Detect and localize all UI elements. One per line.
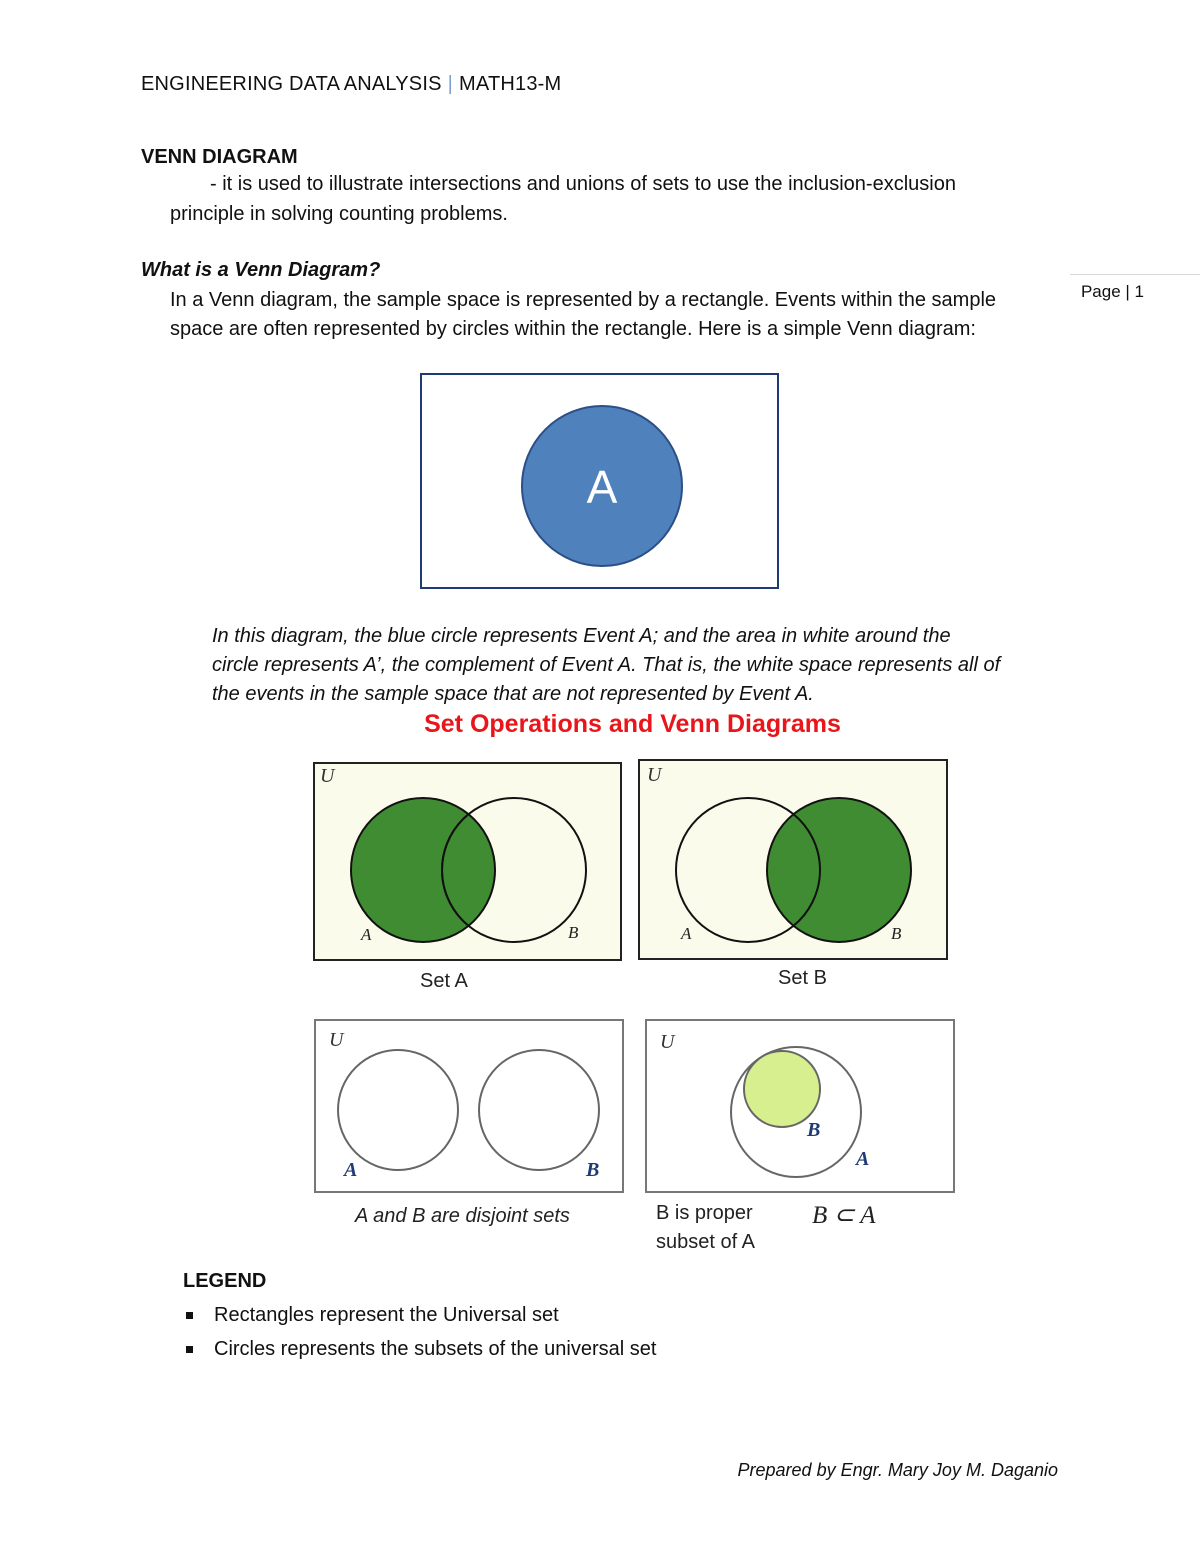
set-a-diagram — [313, 762, 623, 963]
bullet-icon — [186, 1312, 193, 1319]
label-a: A — [361, 925, 372, 944]
set-b-circle-shaded — [744, 1051, 820, 1127]
definition-line-1: - it is used to illustrate intersections and unions of sets to use the inclusion-exclusion — [210, 173, 956, 195]
event-a-label: A — [586, 461, 618, 513]
proper-subset-diagram — [645, 1019, 956, 1194]
legend-item-text: Circles represents the subsets of the universal set — [214, 1338, 657, 1360]
label-b: B — [586, 1159, 600, 1181]
caption-line-2: circle represents A’, the complement of Event A. That is, the white space represents all of — [212, 654, 1001, 676]
course-title: ENGINEERING DATA ANALYSIS — [141, 73, 442, 95]
page-number: Page | 1 — [1080, 282, 1144, 301]
course-code: MATH13-M — [459, 73, 562, 95]
label-a: A — [681, 924, 692, 943]
universe-label: U — [329, 1029, 344, 1051]
simple-venn-diagram — [420, 373, 780, 591]
question-body-line-1: In a Venn diagram, the sample space is represented by a rectangle. Events within the sample — [170, 289, 997, 311]
set-b-circle — [479, 1050, 599, 1170]
set-operations-title: Set Operations and Venn Diagrams — [424, 710, 841, 738]
label-b: B — [568, 923, 579, 942]
caption-line-1: In this diagram, the blue circle represents Event A; and the area in white around the — [212, 625, 951, 647]
set-b-diagram — [638, 759, 949, 961]
set-b-circle-shaded — [767, 798, 911, 942]
subset-caption-line-2: subset of A — [656, 1231, 755, 1253]
set-b-caption: Set B — [778, 967, 827, 989]
universe-label: U — [660, 1031, 675, 1053]
question-heading: What is a Venn Diagram? — [141, 259, 381, 281]
universe-label: U — [320, 765, 335, 787]
document-footer: Prepared by Engr. Mary Joy M. Daganio — [737, 1460, 1058, 1480]
subset-notation: B ⊂ A — [812, 1202, 876, 1229]
disjoint-sets-diagram — [314, 1019, 625, 1194]
label-b: B — [807, 1119, 821, 1141]
header-separator: | — [447, 73, 454, 95]
document-header — [141, 73, 561, 96]
set-a-caption: Set A — [420, 970, 468, 992]
label-b: B — [891, 924, 902, 943]
subset-caption-line-1: B is proper — [656, 1202, 753, 1224]
legend-item — [183, 1304, 559, 1327]
page-rule — [1070, 274, 1200, 275]
set-a-circle — [338, 1050, 458, 1170]
question-body-line-2: space are often represented by circles within the rectangle. Here is a simple Venn diagram: — [170, 318, 976, 340]
disjoint-caption: A and B are disjoint sets — [355, 1205, 570, 1227]
legend-item — [183, 1338, 656, 1361]
label-a: A — [344, 1159, 358, 1181]
bullet-icon — [186, 1346, 193, 1353]
legend-title: LEGEND — [183, 1270, 267, 1292]
set-a-circle-shaded — [351, 798, 495, 942]
definition-line-2: principle in solving counting problems. — [170, 203, 508, 225]
legend-item-text: Rectangles represent the Universal set — [214, 1304, 559, 1326]
label-a: A — [856, 1148, 870, 1170]
section-title: VENN DIAGRAM — [141, 146, 298, 168]
caption-line-3: the events in the sample space that are not represented by Event A. — [212, 683, 814, 705]
universe-label: U — [647, 764, 662, 786]
